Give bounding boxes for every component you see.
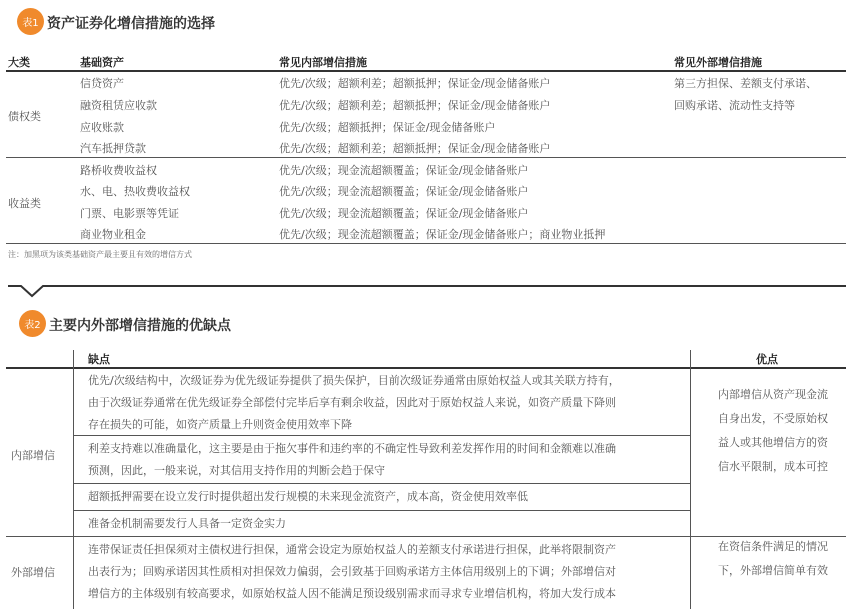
table1-internal: 优先/次级；现金流超额覆盖；保证金/现金储备账户 [279, 207, 529, 220]
table1-asset: 商业物业租金 [80, 228, 146, 241]
text-line: 超额抵押需要在设立发行时提供超出发行规模的未来现金流资产，成本高，资金使用效率低 [88, 490, 528, 503]
section-divider [0, 280, 854, 300]
table2-external-cons [88, 539, 616, 605]
table1-internal: 优先/次级；超额抵押；保证金/现金储备账户 [279, 121, 496, 134]
table1-bottom-rule [6, 243, 846, 244]
text-line: 准备金机制需要发行人具备一定资金实力 [88, 517, 286, 530]
table1-header-asset: 基础资产 [80, 56, 124, 69]
text-line: 内部增信从资产现金流 [718, 388, 828, 401]
text-line: 由于次级证券通常在优先级证券全部偿付完毕后享有剩余收益，因此对于原始权益人来说，如资产质量下降则 [88, 396, 616, 409]
table1-external: 第三方担保、差额支付承诺、 [674, 77, 817, 90]
table1-header-external: 常见外部增信措施 [674, 56, 762, 69]
table1-title: 资产证券化增信措施的选择 [47, 16, 215, 32]
table2-internal-cons-4 [88, 513, 286, 535]
table1-internal: 优先/次级；现金流超额覆盖；保证金/现金储备账户；商业物业抵押 [279, 228, 606, 241]
table1-internal: 优先/次级；超额利差；超额抵押；保证金/现金储备账户 [279, 99, 551, 112]
text-line: 益人或其他增信方的资 [718, 436, 828, 449]
table1-asset: 路桥收费收益权 [80, 164, 157, 177]
table1-internal: 优先/次级；超额利差；超额抵押；保证金/现金储备账户 [279, 77, 551, 90]
text-line: 存在损失的可能，如资产质量上升则资金使用效率下降 [88, 418, 352, 431]
table1-category-debt: 债权类 [8, 110, 41, 123]
table2-header-pros: 优点 [756, 353, 778, 366]
table2-internal-pros [718, 383, 828, 479]
text-line: 利差支持难以准确量化，这主要是由于拖欠事件和违约率的不确定性导致利差发挥作用的时间和金额难以准确 [88, 442, 616, 455]
table2-external-label: 外部增信 [11, 566, 55, 579]
table1-asset: 水、电、热收费收益权 [80, 185, 190, 198]
text-line: 在资信条件满足的情况 [718, 540, 828, 553]
text-line: 增信方的主体级别有较高要求，如原始权益人因不能满足预设级别需求而寻求专业增信机构，将加大发行成本 [88, 587, 616, 600]
text-line: 预测，因此，一般来说，对其信用支持作用的判断会趋于保守 [88, 464, 385, 477]
table1-badge: 表1 [17, 8, 44, 35]
table2-internal-cons-1 [88, 370, 620, 436]
table1-category-income: 收益类 [8, 197, 41, 210]
text-line: 优先/次级结构中，次级证券为优先级证券提供了损失保护，目前次级证券通常由原始权益人或其关联方持有， [88, 374, 620, 387]
table1-internal: 优先/次级；现金流超额覆盖；保证金/现金储备账户 [279, 164, 529, 177]
text-line: 信水平限制，成本可控 [718, 460, 828, 473]
table2-internal-cons-3 [88, 486, 528, 508]
text-line: 自身出发，不受原始权 [718, 412, 828, 425]
table1-header-category: 大类 [8, 56, 30, 69]
table2-row-rule [73, 435, 690, 436]
table2-internal-cons-2 [88, 438, 616, 482]
table2-header-rule [6, 367, 846, 369]
table1-internal: 优先/次级；现金流超额覆盖；保证金/现金储备账户 [279, 185, 529, 198]
table1-group-rule [6, 157, 846, 158]
text-line: 下，外部增信简单有效 [718, 564, 828, 577]
table2-vrule-left [73, 350, 74, 609]
table1-asset: 汽车抵押贷款 [80, 142, 146, 155]
table1-note: 注：加黑项为该类基础资产最主要且有效的增信方式 [8, 250, 192, 259]
table1-internal: 优先/次级；超额利差；超额抵押；保证金/现金储备账户 [279, 142, 551, 155]
table2-vrule-right [690, 350, 691, 609]
table2-row-rule [73, 510, 690, 511]
table2-row-rule [73, 483, 690, 484]
text-line: 连带保证责任担保须对主债权进行担保，通常会设定为原始权益人的差额支付承诺进行担保，此举将限制资产 [88, 543, 616, 556]
table2-title: 主要内外部增信措施的优缺点 [49, 318, 231, 334]
table2-internal-label: 内部增信 [11, 449, 55, 462]
table1-header-rule [6, 70, 846, 72]
table1-header-internal: 常见内部增信措施 [279, 56, 367, 69]
table1-asset: 门票、电影票等凭证 [80, 207, 179, 220]
table2-external-pros [718, 535, 828, 583]
table1-asset: 信贷资产 [80, 77, 124, 90]
table2-header-cons: 缺点 [88, 353, 110, 366]
table1-external: 回购承诺、流动性支持等 [674, 99, 795, 112]
table1-asset: 融资租赁应收款 [80, 99, 157, 112]
table2-badge: 表2 [19, 310, 46, 337]
text-line: 出表行为；回购承诺因其性质相对担保效力偏弱，会引致基于回购承诺方主体信用级别上的下调；外部增信对 [88, 565, 616, 578]
table1-asset: 应收账款 [80, 121, 124, 134]
